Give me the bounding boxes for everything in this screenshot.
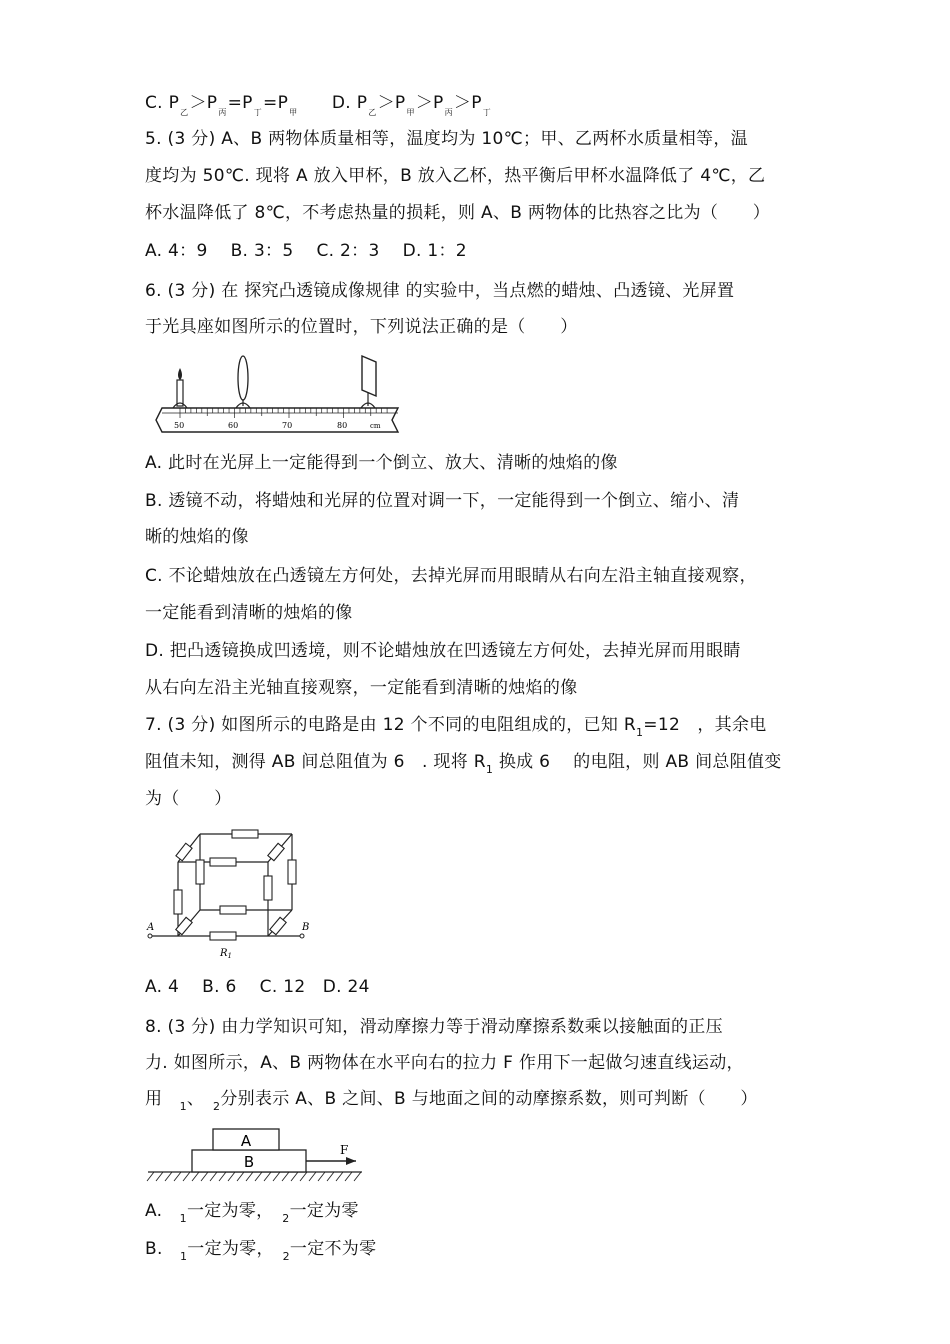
q4-option-c-d bbox=[145, 92, 492, 124]
resistor-r1 bbox=[210, 932, 236, 940]
text: 用 bbox=[145, 1089, 180, 1109]
sub: 丙 bbox=[218, 108, 227, 117]
sub: 1 bbox=[179, 1100, 187, 1113]
terminal-a bbox=[148, 934, 152, 938]
light-screen bbox=[362, 356, 376, 396]
q5-line-3: 杯水温降低了 8℃，不考虑热量的损耗，则 A、B 两物体的比热容之比为（ ） bbox=[145, 203, 771, 223]
q8-option-b bbox=[145, 1238, 376, 1268]
convex-lens bbox=[238, 356, 248, 400]
text: 换成 6 的电阻，则 AB 间总阻值变 bbox=[493, 752, 782, 772]
option-c-label: C. P bbox=[145, 93, 180, 113]
hatch-line bbox=[228, 1172, 235, 1181]
resistor bbox=[288, 860, 296, 884]
text: A. bbox=[145, 1201, 180, 1221]
text: =P bbox=[227, 93, 253, 113]
resistor bbox=[232, 830, 258, 838]
resistor-cube-circuit-figure bbox=[140, 822, 320, 962]
text: ＞P bbox=[453, 93, 482, 113]
tick-label-70: 70 bbox=[282, 421, 293, 430]
q6-option-d-1: D. 把凸透镜换成凹透境，则不论蜡烛放在凹透镜左方何处，去掉光屏而用眼睛 bbox=[145, 641, 741, 661]
hatch-line bbox=[219, 1172, 226, 1181]
block-a-label: A bbox=[240, 1132, 252, 1150]
tick-label-50: 50 bbox=[174, 421, 185, 430]
sub: 2 bbox=[282, 1212, 290, 1225]
text: =P bbox=[263, 93, 289, 113]
label-b: B bbox=[302, 922, 310, 933]
q6-option-d-2: 从右向左沿主光轴直接观察，一定能看到清晰的烛焰的像 bbox=[145, 678, 578, 698]
sub: 丁 bbox=[253, 108, 263, 117]
sub: 1 bbox=[227, 952, 232, 960]
hatch-line bbox=[255, 1172, 262, 1181]
hatch-line bbox=[183, 1172, 190, 1181]
tick-label-80: 80 bbox=[337, 421, 348, 430]
text: B. bbox=[145, 1239, 180, 1259]
hatch-line bbox=[264, 1172, 271, 1181]
hatch-line bbox=[210, 1172, 217, 1181]
hatch-line bbox=[165, 1172, 172, 1181]
candle-flame-icon bbox=[178, 368, 182, 380]
q8-line-2: 力. 如图所示，A、B 两物体在水平向右的拉力 F 作用下一起做匀速直线运动， bbox=[145, 1053, 744, 1073]
hatch-line bbox=[246, 1172, 253, 1181]
tick-label-cm: cm bbox=[370, 422, 381, 430]
text: 一定为零， bbox=[187, 1239, 283, 1259]
q5-line-2: 度均为 50℃. 现将 A 放入甲杯，B 放入乙杯，热平衡后甲杯水温降低了 4℃，乙 bbox=[145, 166, 766, 186]
q7-options: A. 4 B. 6 C. 12 D. 24 bbox=[145, 977, 370, 997]
sub: 2 bbox=[282, 1250, 290, 1263]
optical-bench-figure bbox=[140, 350, 410, 442]
resistor bbox=[220, 906, 246, 914]
resistor bbox=[196, 860, 204, 884]
hatch-line bbox=[192, 1172, 199, 1181]
q6-option-b-1: B. 透镜不动，将蜡烛和光屏的位置对调一下，一定能得到一个倒立、缩小、清 bbox=[145, 491, 740, 511]
q8-line-3 bbox=[145, 1088, 758, 1118]
force-label: F bbox=[340, 1143, 349, 1157]
resistor bbox=[264, 876, 272, 900]
label-r1 bbox=[219, 948, 232, 960]
hatch-line bbox=[327, 1172, 334, 1181]
q8-line-1: 8. (3 分) 由力学知识可知，滑动摩擦力等于滑动摩擦系数乘以接触面的正压 bbox=[145, 1017, 723, 1037]
sub: 甲 bbox=[406, 108, 415, 117]
sub: 乙 bbox=[368, 108, 377, 117]
q6-option-a: A. 此时在光屏上一定能得到一个倒立、放大、清晰的烛焰的像 bbox=[145, 453, 618, 473]
q5-line-1: 5. (3 分) A、B 两物体质量相等，温度均为 10℃；甲、乙两杯水质量相等，温 bbox=[145, 129, 748, 149]
text: 7. (3 分) 如图所示的电路是由 12 个不同的电阻组成的，已知 R bbox=[145, 715, 636, 735]
sub: 1 bbox=[485, 763, 494, 776]
text: 一定为零， bbox=[186, 1201, 283, 1221]
hatch-line bbox=[354, 1172, 361, 1181]
hatch-line bbox=[291, 1172, 298, 1181]
hatch-line bbox=[345, 1172, 352, 1181]
text: ＞P bbox=[415, 93, 444, 113]
q7-line-1 bbox=[145, 714, 767, 744]
hatch-line bbox=[201, 1172, 208, 1181]
hatch-line bbox=[156, 1172, 163, 1181]
hatch-line bbox=[282, 1172, 289, 1181]
label-a: A bbox=[147, 922, 155, 933]
resistor bbox=[176, 843, 192, 861]
sub: 1 bbox=[179, 1250, 188, 1263]
resistor bbox=[270, 917, 286, 934]
terminal-b bbox=[300, 934, 304, 938]
q5-options: A. 4：9 B. 3：5 C. 2：3 D. 1：2 bbox=[145, 241, 467, 261]
text: 、 bbox=[186, 1089, 214, 1109]
sub: 丙 bbox=[444, 108, 453, 117]
hatch-line bbox=[147, 1172, 154, 1181]
block-b-label: B bbox=[243, 1153, 255, 1171]
q6-option-c-1: C. 不论蜡烛放在凸透镜左方何处，去掉光屏而用眼睛从右向左沿主轴直接观察， bbox=[145, 566, 757, 586]
q7-line-2 bbox=[145, 751, 782, 781]
resistor bbox=[268, 843, 284, 860]
sub: 1 bbox=[179, 1212, 187, 1225]
hatch-line bbox=[273, 1172, 280, 1181]
q8-option-a bbox=[145, 1200, 359, 1230]
sub: 甲 bbox=[289, 108, 298, 117]
q6-line-2: 于光具座如图所示的位置时，下列说法正确的是（ ） bbox=[145, 317, 578, 337]
resistor bbox=[210, 858, 236, 866]
text: ＞P bbox=[189, 93, 218, 113]
text: 阻值未知，测得 AB 间总阻值为 6 . 现将 R bbox=[145, 752, 486, 772]
hatch-line bbox=[237, 1172, 244, 1181]
arrow-head-icon bbox=[346, 1157, 356, 1165]
q6-line-1: 6. (3 分) 在 探究凸透镜成像规律 的实验中，当点燃的蜡烛、凸透镜、光屏置 bbox=[145, 281, 735, 301]
text: ＞P bbox=[377, 93, 406, 113]
text: 一定不为零 bbox=[289, 1239, 377, 1259]
hatch-line bbox=[300, 1172, 307, 1181]
friction-blocks-figure bbox=[140, 1124, 370, 1186]
q6-option-b-2: 晰的烛焰的像 bbox=[145, 527, 249, 547]
q7-line-3: 为（ ） bbox=[145, 789, 232, 809]
optical-bench bbox=[156, 408, 398, 432]
ground-hatch bbox=[147, 1172, 361, 1181]
resistors bbox=[174, 830, 296, 940]
hatch-line bbox=[309, 1172, 316, 1181]
hatch-line bbox=[174, 1172, 181, 1181]
option-d-label: D. P bbox=[331, 93, 368, 113]
text: 一定为零 bbox=[289, 1201, 359, 1221]
candle bbox=[177, 380, 183, 406]
hatch-line bbox=[336, 1172, 343, 1181]
resistor bbox=[174, 890, 182, 914]
text: R bbox=[220, 948, 228, 959]
sub: 2 bbox=[213, 1100, 221, 1113]
sub: 乙 bbox=[180, 108, 189, 117]
sub: 丁 bbox=[482, 108, 492, 117]
text: =12 ，其余电 bbox=[643, 715, 767, 735]
sub: 1 bbox=[635, 726, 644, 739]
tick-label-60: 60 bbox=[228, 421, 239, 430]
q6-option-c-2: 一定能看到清晰的烛焰的像 bbox=[145, 603, 353, 623]
text: 分别表示 A、B 之间、B 与地面之间的动摩擦系数，则可判断（ ） bbox=[220, 1089, 758, 1109]
hatch-line bbox=[318, 1172, 325, 1181]
